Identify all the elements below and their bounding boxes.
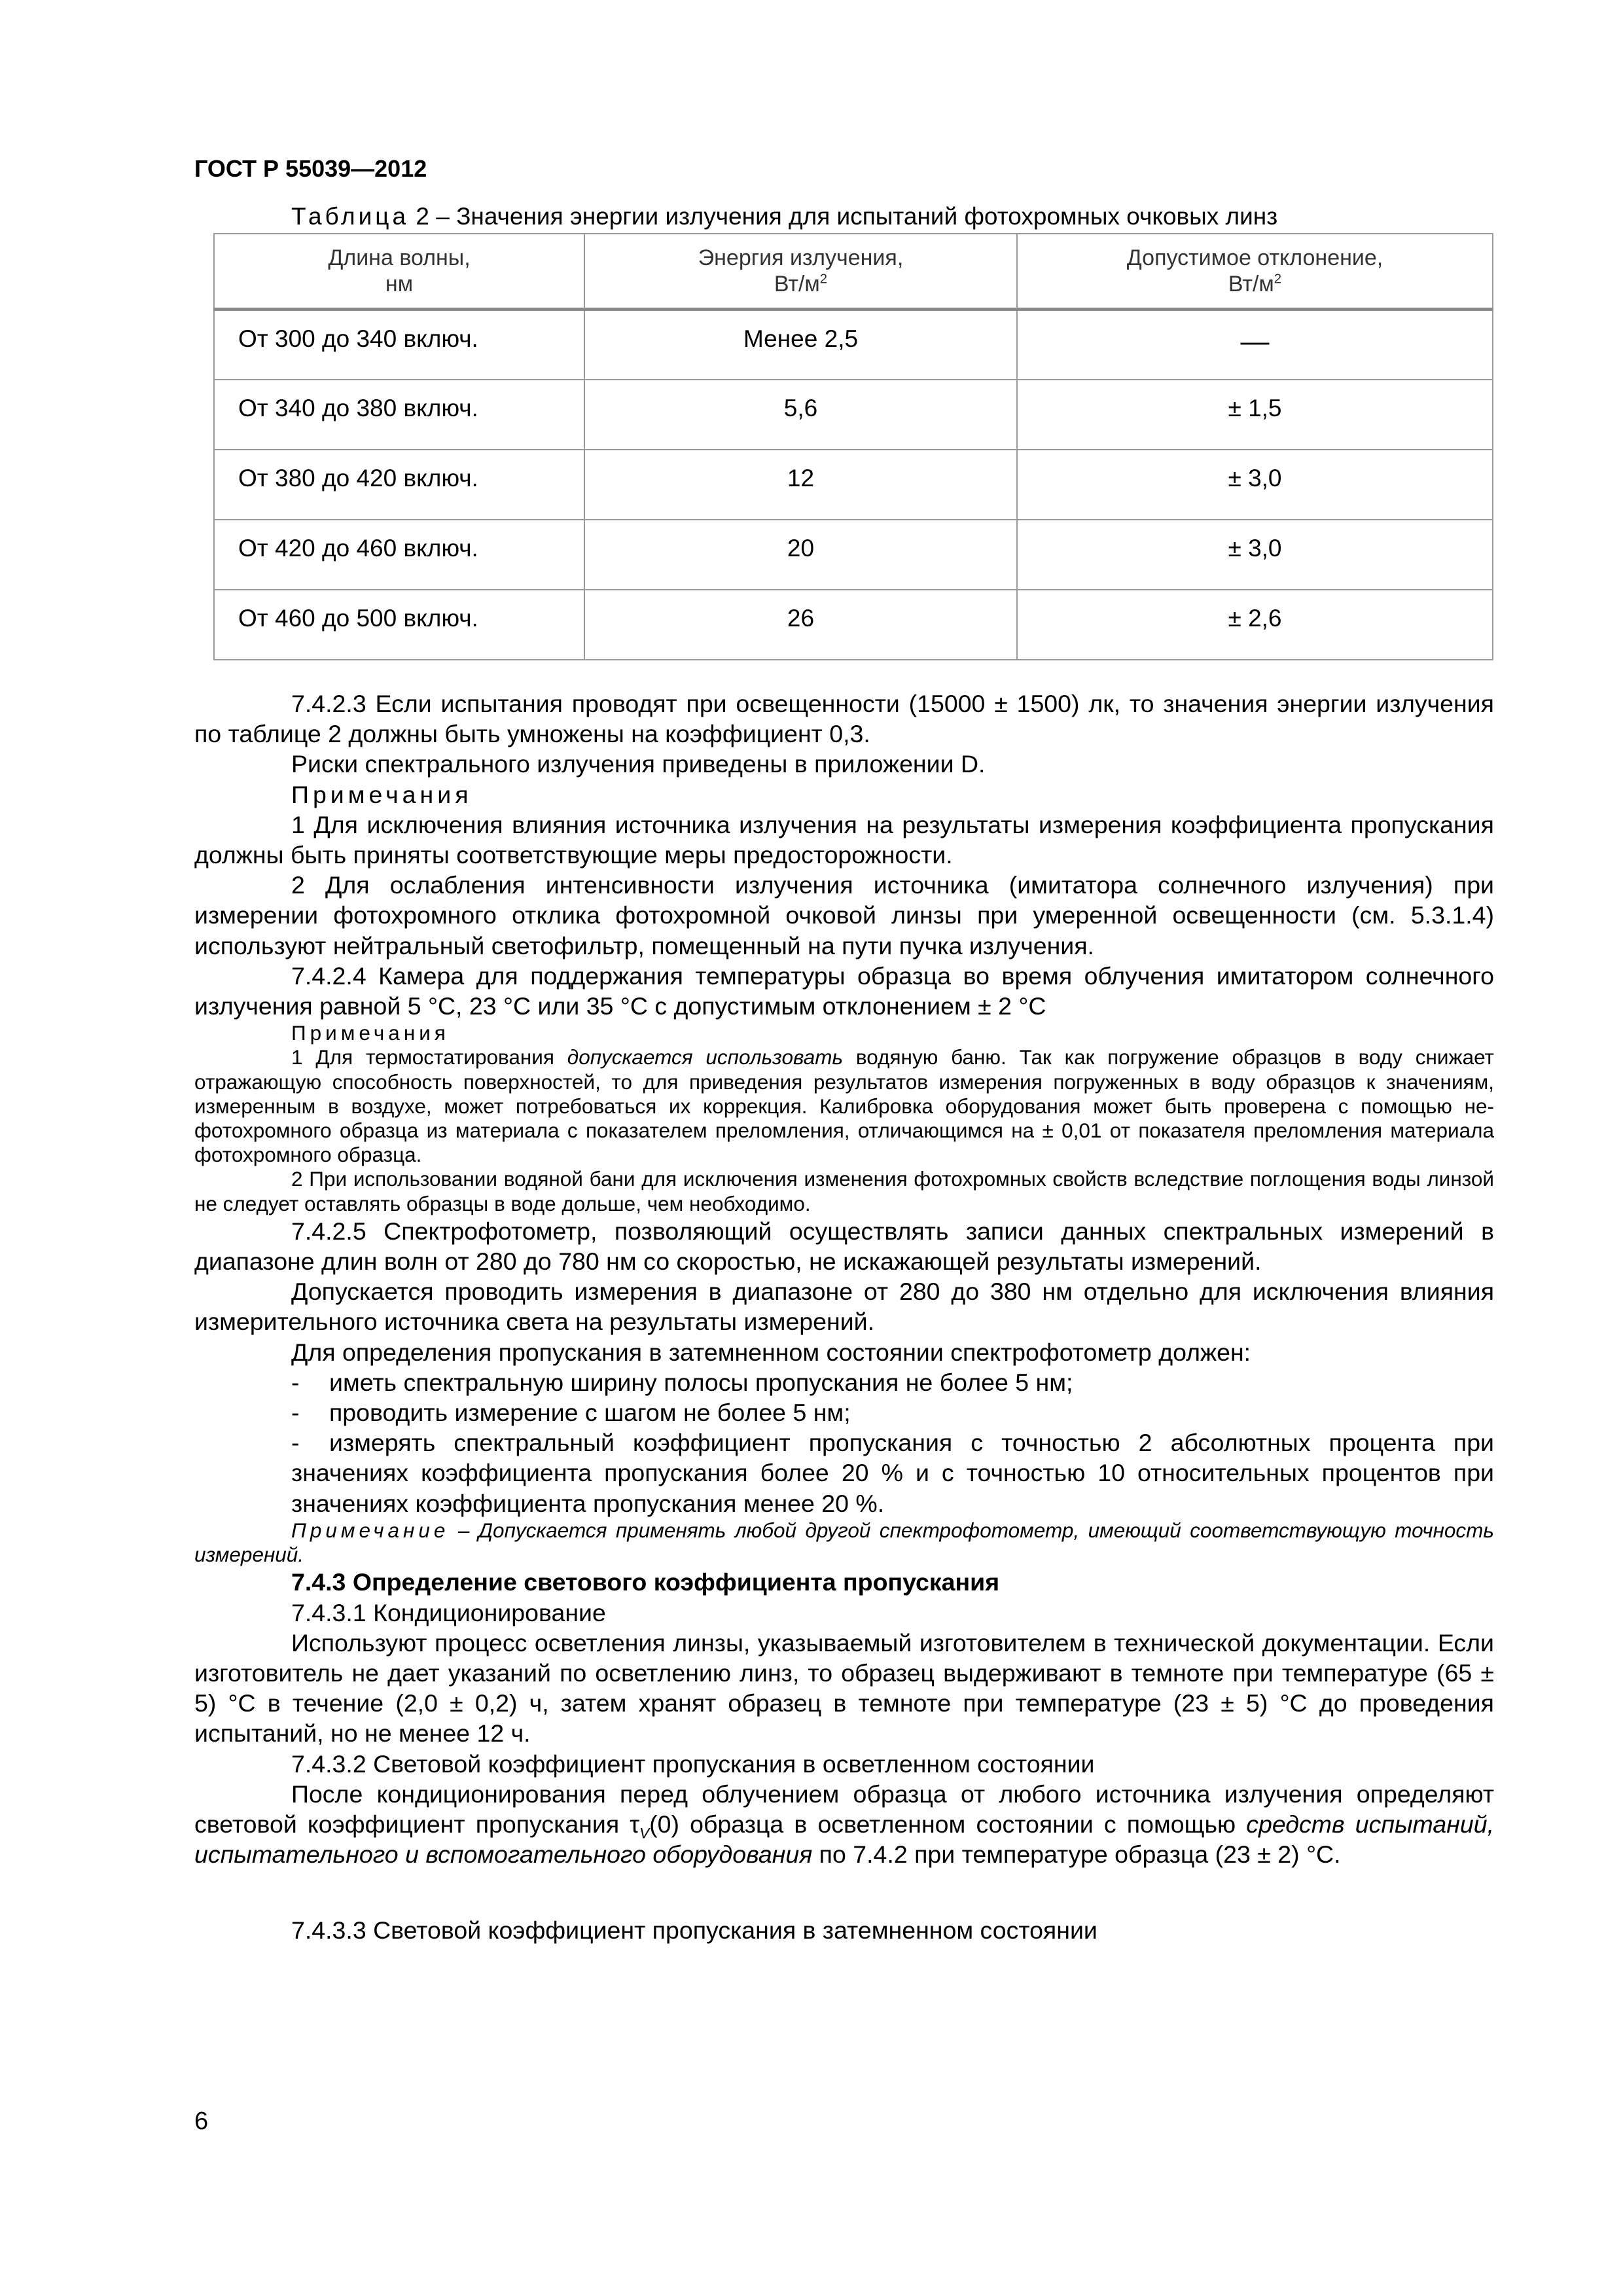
cell-tolerance: ± 1,5 (1017, 380, 1493, 450)
notes-label: Примечания (291, 780, 473, 808)
document-body (194, 689, 1494, 1946)
cell-energy: 26 (584, 590, 1017, 660)
paragraph-7-4-2-4: 7.4.2.4 Камера для поддержания температуры образца во время облучения имитатором солнечного излучения равной 5 °С, 23 °С или 35 °С с допустимым отклонением ± 2 °С (194, 961, 1494, 1020)
cell-energy: 12 (584, 450, 1017, 520)
paragraph-7-4-2-3: 7.4.2.3 Если испытания проводят при освещенности (15000 ± 1500) лк, то значения энергии излучения по таблице 2 должны быть умножены на коэффициент 0,3. (194, 690, 1494, 748)
cell-wavelength: От 420 до 460 включ. (214, 520, 584, 590)
table-row (214, 310, 1493, 380)
paragraph-range: Допускается проводить измерения в диапазоне от 280 до 380 нм отдельно для исключения влияния измерительного источника света на результаты измерений. (194, 1278, 1494, 1336)
header-wavelength: Длина волны, нм (214, 234, 584, 310)
table-caption (291, 202, 1277, 231)
cell-wavelength: От 460 до 500 включ. (214, 590, 584, 660)
cell-energy: 5,6 (584, 380, 1017, 450)
paragraph-risks: Риски спектрального излучения приведены в приложении D. (291, 750, 986, 778)
table-row (214, 520, 1493, 590)
cell-wavelength: От 300 до 340 включ. (214, 310, 584, 380)
table-caption-prefix: Таблица (291, 203, 410, 230)
page-number: 6 (194, 2108, 209, 2135)
header-tolerance: Допустимое отклонение, $Вт/м^2$ (1017, 234, 1493, 310)
radiation-energy-table (213, 233, 1493, 660)
small-note-1: 1 Для термостатирования допускается использовать водяную баню. Так как погружение образцов в воду снижает отражающую способность поверхностей, то для приведения результатов измерения погруженных в воду образцов к значениям, измеренным в воздухе, может потребоваться их коррекция. Калибровка оборудования может быть проверена с помощью не-фотохромного образца из материала с показателем преломления, отличающимся на ± 0,01 от показателя преломления материала фотохромного образца. (194, 1045, 1494, 1167)
list-item-multiline: - измерять спектральный коэффициент пропускания с точностью 2 абсолютных процента при значениях коэффициента пропускания более 20 % и с точностью 10 относительных процентов при значениях коэффициента пропускания менее 20 %. (291, 1429, 1494, 1517)
cell-wavelength: От 340 до 380 включ. (214, 380, 584, 450)
note-spectrophotometer: Примечание – Допускается применять любой другой спектрофотометр, имеющий соответствующую точность измерений. (194, 1518, 1494, 1567)
header-energy: Энергия излучения, $Вт/м^2$ (584, 234, 1017, 310)
small-note-2: 2 При использовании водяной бани для исключения изменения фотохромных свойств вследствие поглощения воды линзой не следует оставлять образцы в воде дольше, чем необходимо. (194, 1167, 1494, 1215)
note-1: 1 Для исключения влияния источника излучения на результаты измерения коэффициента пропускания должны быть приняты соответствующие меры предосторожности. (194, 810, 1494, 869)
list-item: - иметь спектральную ширину полосы пропускания не более 5 нм; (291, 1368, 1073, 1396)
cell-tolerance: ± 3,0 (1017, 520, 1493, 590)
subsection-7-4-3-2: 7.4.3.2 Световой коэффициент пропускания в осветленном состоянии (291, 1749, 1095, 1778)
cell-tolerance: ± 2,6 (1017, 590, 1493, 660)
table-header-row (214, 234, 1493, 310)
notes-label-2: Примечания (291, 1021, 450, 1045)
cell-tolerance: — (1017, 310, 1493, 380)
table-row (214, 450, 1493, 520)
cell-energy: 20 (584, 520, 1017, 590)
subsection-7-4-3-3: 7.4.3.3 Световой коэффициент пропускания в затемненном состоянии (291, 1916, 1097, 1945)
table-row (214, 380, 1493, 450)
cell-energy: Менее 2,5 (584, 310, 1017, 380)
list-item: - проводить измерение с шагом не более 5 нм; (291, 1399, 851, 1427)
paragraph-7-4-2-5: 7.4.2.5 Спектрофотометр, позволяющий осуществлять записи данных спектральных измерений в диапазоне длин волн от 280 до 780 нм со скоростью, не искажающей результаты измерений. (194, 1217, 1494, 1276)
note-2: 2 Для ослабления интенсивности излучения источника (имитатора солнечного излучения) при измерении фотохромного отклика фотохромной очковой линзы при умеренной освещенности (см. 5.3.1.4) используют нейтральный светофильтр, помещенный на пути пучка излучения. (194, 871, 1494, 960)
spacer (194, 1869, 1494, 1915)
subsection-7-4-3-1: 7.4.3.1 Кондиционирование (291, 1598, 606, 1626)
table-caption-text: 2 – Значения энергии излучения для испытаний фотохромных очковых линз (409, 203, 1278, 230)
section-heading-7-4-3: 7.4.3 Определение светового коэффициента пропускания (291, 1568, 1000, 1596)
paragraph-requirements: Для определения пропускания в затемненном состоянии спектрофотометр должен: (291, 1338, 1251, 1366)
cell-tolerance: ± 3,0 (1017, 450, 1493, 520)
paragraph-conditioning: Используют процесс осветления линзы, указываемый изготовителем в технической документации. Если изготовитель не дает указаний по осветлению линз, то образец выдерживают в темноте при температуре (65 ± 5) °С в течение (2,0 ± 0,2) ч, затем хранят образец в темноте при температуре (23 ± 5) °С до проведения испытаний, но не менее 12 ч. (194, 1628, 1494, 1748)
document-header: ГОСТ Р 55039—2012 (194, 155, 427, 182)
table-row (214, 590, 1493, 660)
paragraph-luminous-transmittance: После кондиционирования перед облучением образца от любого источника излучения определяют световой коэффициент пропускания $\tau_V(0)$ образца в осветленном состоянии с помощью средств испытаний, испытательного и вспомогательного оборудования по 7.4.2 при температуре образца (23 ± 2) °С. (194, 1780, 1494, 1869)
cell-wavelength: От 380 до 420 включ. (214, 450, 584, 520)
